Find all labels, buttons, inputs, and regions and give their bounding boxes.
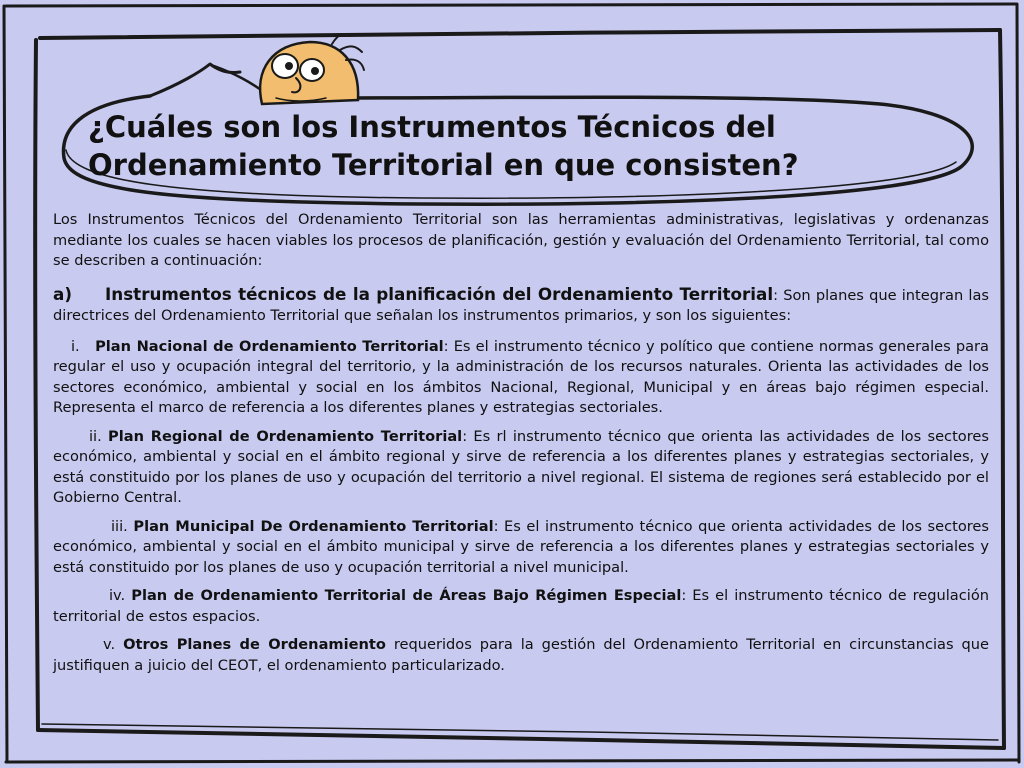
item-description: : Es el instrumento técnico de regulación territorial de estos espacios.: [53, 587, 989, 625]
section-a-heading: Instrumentos técnicos de la planificación del Ordenamiento Territorial: [105, 283, 774, 304]
item-number: iii.: [111, 517, 128, 535]
slide-title: [88, 108, 848, 184]
item-description: requeridos para la gestión del Ordenamiento Territorial en circunstancias que justifiquen a juicio del CEOT, el ordenamiento particularizado.: [53, 636, 989, 674]
section-a: [53, 284, 989, 327]
list-item-plan-regional: [53, 427, 989, 509]
item-description: : Es rl instrumento técnico que orienta las actividades de los sectores económico, ambiental y social en el ámbito regional y sirve de referencia a los diferentes planes y estrategias sectoriales, y está constituido por los planes de uso y ocupación del territorio a nivel regional. El sistema de regiones será establecido por el Gobierno Central.: [53, 427, 989, 506]
item-name: Plan Regional de Ordenamiento Territorial: [108, 427, 463, 445]
intro-paragraph: Los Instrumentos Técnicos del Ordenamiento Territorial son las herramientas administrativas, legislativas y ordenanzas mediante los cuales se hacen viables los procesos de planificación, gestión y evaluación del Ordenamiento Territorial, tal como se describen a continuación:: [53, 211, 989, 269]
section-a-colon: :: [773, 286, 779, 304]
list-item-plan-nacional: [53, 337, 989, 419]
item-number: i.: [71, 337, 80, 355]
list-item-plan-municipal: [53, 517, 989, 579]
title-line-1: ¿Cuáles son los Instrumentos Técnicos del: [88, 110, 776, 144]
section-a-text: Son planes que integran las directrices del Ordenamiento Territorial que señalan los instrumentos primarios, y son los siguientes:: [53, 286, 989, 324]
list-item-plan-areas-especiales: [53, 586, 989, 627]
peeking-cartoon-face-icon: [260, 34, 364, 104]
item-number: iv.: [109, 587, 126, 604]
item-name: Plan Municipal De Ordenamiento Territorial: [133, 517, 494, 535]
item-name: Otros Planes de Ordenamiento: [123, 636, 386, 653]
slide-content: [53, 210, 989, 684]
title-line-2: Ordenamiento Territorial en que consisten?: [88, 148, 799, 182]
item-description: : Es el instrumento técnico que orienta actividades de los sectores económico, ambiental y social en el ámbito municipal y sirve de referencia a los diferentes planes y estrategias sectoriales y está constituido por los planes de uso y ocupación territorial a nivel municipal.: [53, 517, 990, 576]
item-name: Plan de Ordenamiento Territorial de Áreas Bajo Régimen Especial: [131, 587, 682, 604]
item-description: : Es el instrumento técnico y político que contiene normas generales para regular el uso y ocupación integral del territorio, y la administración de los recursos naturales. Orienta las actividades de los sectores económico, ambiental y social en los ámbitos Nacional, Regional, Municipal y en áreas bajo régimen especial. Representa el marco de referencia a los diferentes planes y estrategias sectoriales.: [53, 337, 990, 416]
section-a-label: a): [53, 283, 72, 304]
item-name: Plan Nacional de Ordenamiento Territorial: [95, 337, 444, 355]
item-number: v.: [103, 636, 116, 653]
list-item-otros-planes: [53, 635, 989, 676]
item-number: ii.: [89, 427, 102, 445]
